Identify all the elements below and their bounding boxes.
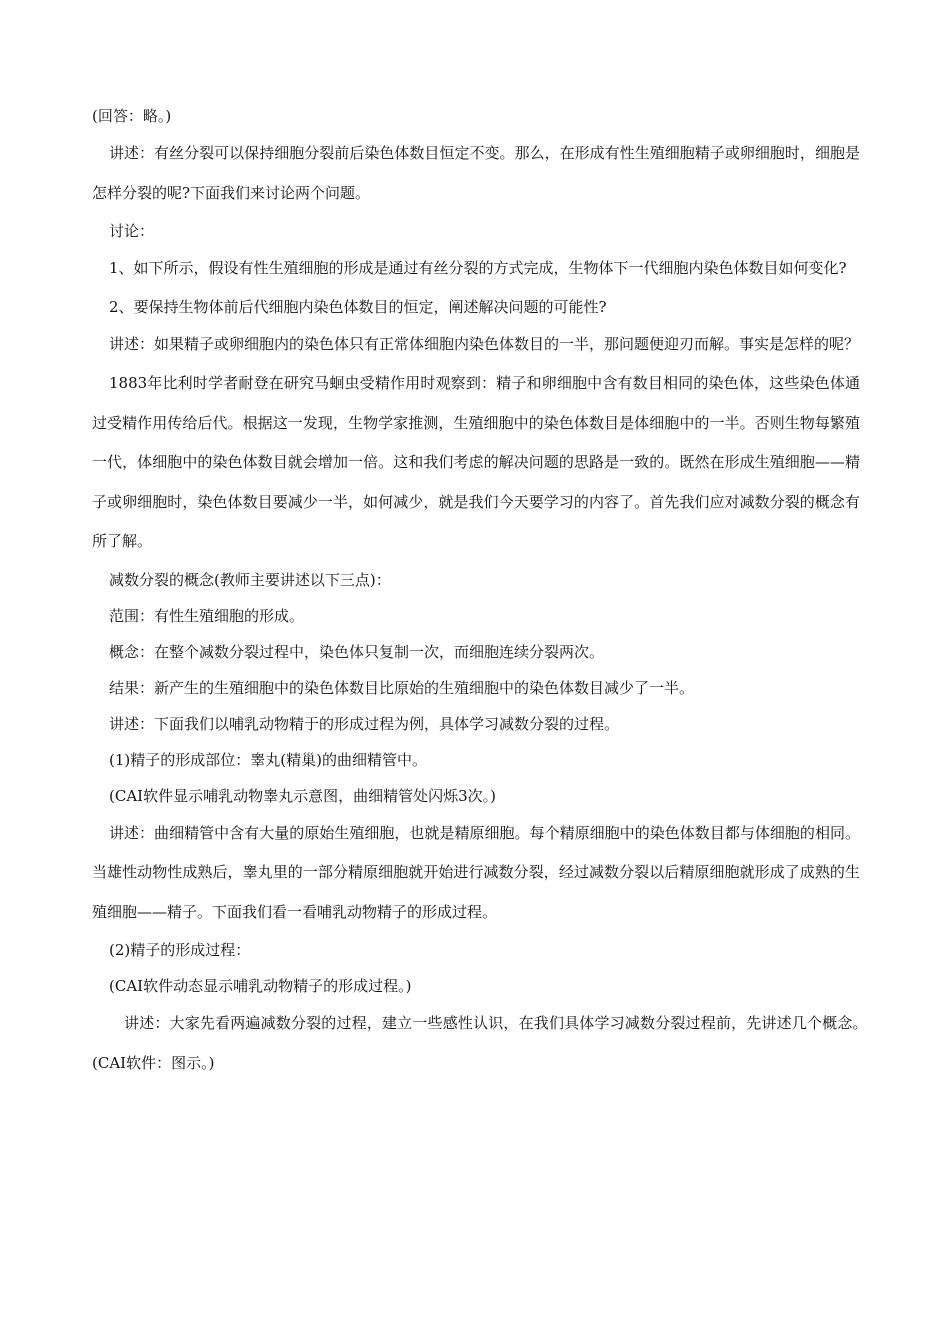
narration-paragraph: 讲述：曲细精管中含有大量的原始生殖细胞，也就是精原细胞。每个精原细胞中的染色体数目都与体细胞的相同。当雄性动物性成熟后，睾丸里的一部分精原细胞就开始进行减数分裂，经过减数分裂以后精原细胞就形成了成熟的生殖细胞——精子。下面我们看一看哺乳动物精子的形成过程。 (92, 823, 860, 921)
section-heading-2: (2)精子的形成过程： (109, 941, 251, 959)
concept-result: 结果：新产生的生殖细胞中的染色体数目比原始的生殖细胞中的染色体数目减少了一半。 (109, 678, 695, 697)
concept-definition: 概念：在整个减数分裂过程中，染色体只复制一次，而细胞连续分裂两次。 (109, 642, 605, 661)
concept-heading: 减数分裂的概念(教师主要讲述以下三点)： (109, 570, 391, 589)
answer-note: (回答：略。) (92, 107, 172, 125)
section-heading-1: (1)精子的形成部位：睾丸(精巢)的曲细精管中。 (109, 750, 427, 769)
narration-paragraph: 讲述：大家先看两遍减数分裂的过程，建立一些感性认识，在我们具体学习减数分裂过程前，先讲述几个概念。 (CAI软件：图示。) (92, 1014, 876, 1072)
discussion-question-2: 2、要保持生物体前后代细胞内染色体数目的恒定，阐述解决问题的可能性? (109, 297, 607, 316)
narration-paragraph: 讲述：如果精子或卵细胞内的染色体只有正常体细胞内染色体数目的一半，那问题便迎刃而解。事实是怎样的呢？ (109, 334, 860, 353)
history-paragraph: 1883年比利时学者耐登在研究马蛔虫受精作用时观察到：精子和卵细胞中含有数目相同的染色体，这些染色体通过受精作用传给后代。根据这一发现，生物学家推测，生殖细胞中的染色体数目是体细胞中的一半。否则生物每繁殖一代，体细胞中的染色体数目就会增加一倍。这和我们考虑的解决问题的思路是一致的。既然在形成生殖细胞——精子或卵细胞时，染色体数目要减少一半，如何减少，就是我们今天要学习的内容了。首先我们应对减数分裂的概念有所了解。 (92, 374, 860, 550)
concept-scope: 范围：有性生殖细胞的形成。 (109, 606, 305, 625)
document-body (92, 98, 876, 1083)
cai-note-1: (CAI软件显示哺乳动物睾丸示意图，曲细精管处闪烁3次。) (109, 786, 496, 805)
discussion-question-1: 1、如下所示，假设有性生殖细胞的形成是通过有丝分裂的方式完成，生物体下一代细胞内染色体数目如何变化? (109, 259, 847, 277)
discussion-heading: 讨论： (109, 222, 155, 240)
narration-paragraph: 讲述：有丝分裂可以保持细胞分裂前后染色体数目恒定不变。那么，在形成有性生殖细胞精子或卵细胞时，细胞是怎样分裂的呢?下面我们来讨论两个问题。 (92, 144, 860, 202)
cai-note-2: (CAI软件动态显示哺乳动物精子的形成过程。) (109, 977, 412, 995)
narration-paragraph: 讲述：下面我们以哺乳动物精于的形成过程为例，具体学习减数分裂的过程。 (109, 714, 620, 733)
